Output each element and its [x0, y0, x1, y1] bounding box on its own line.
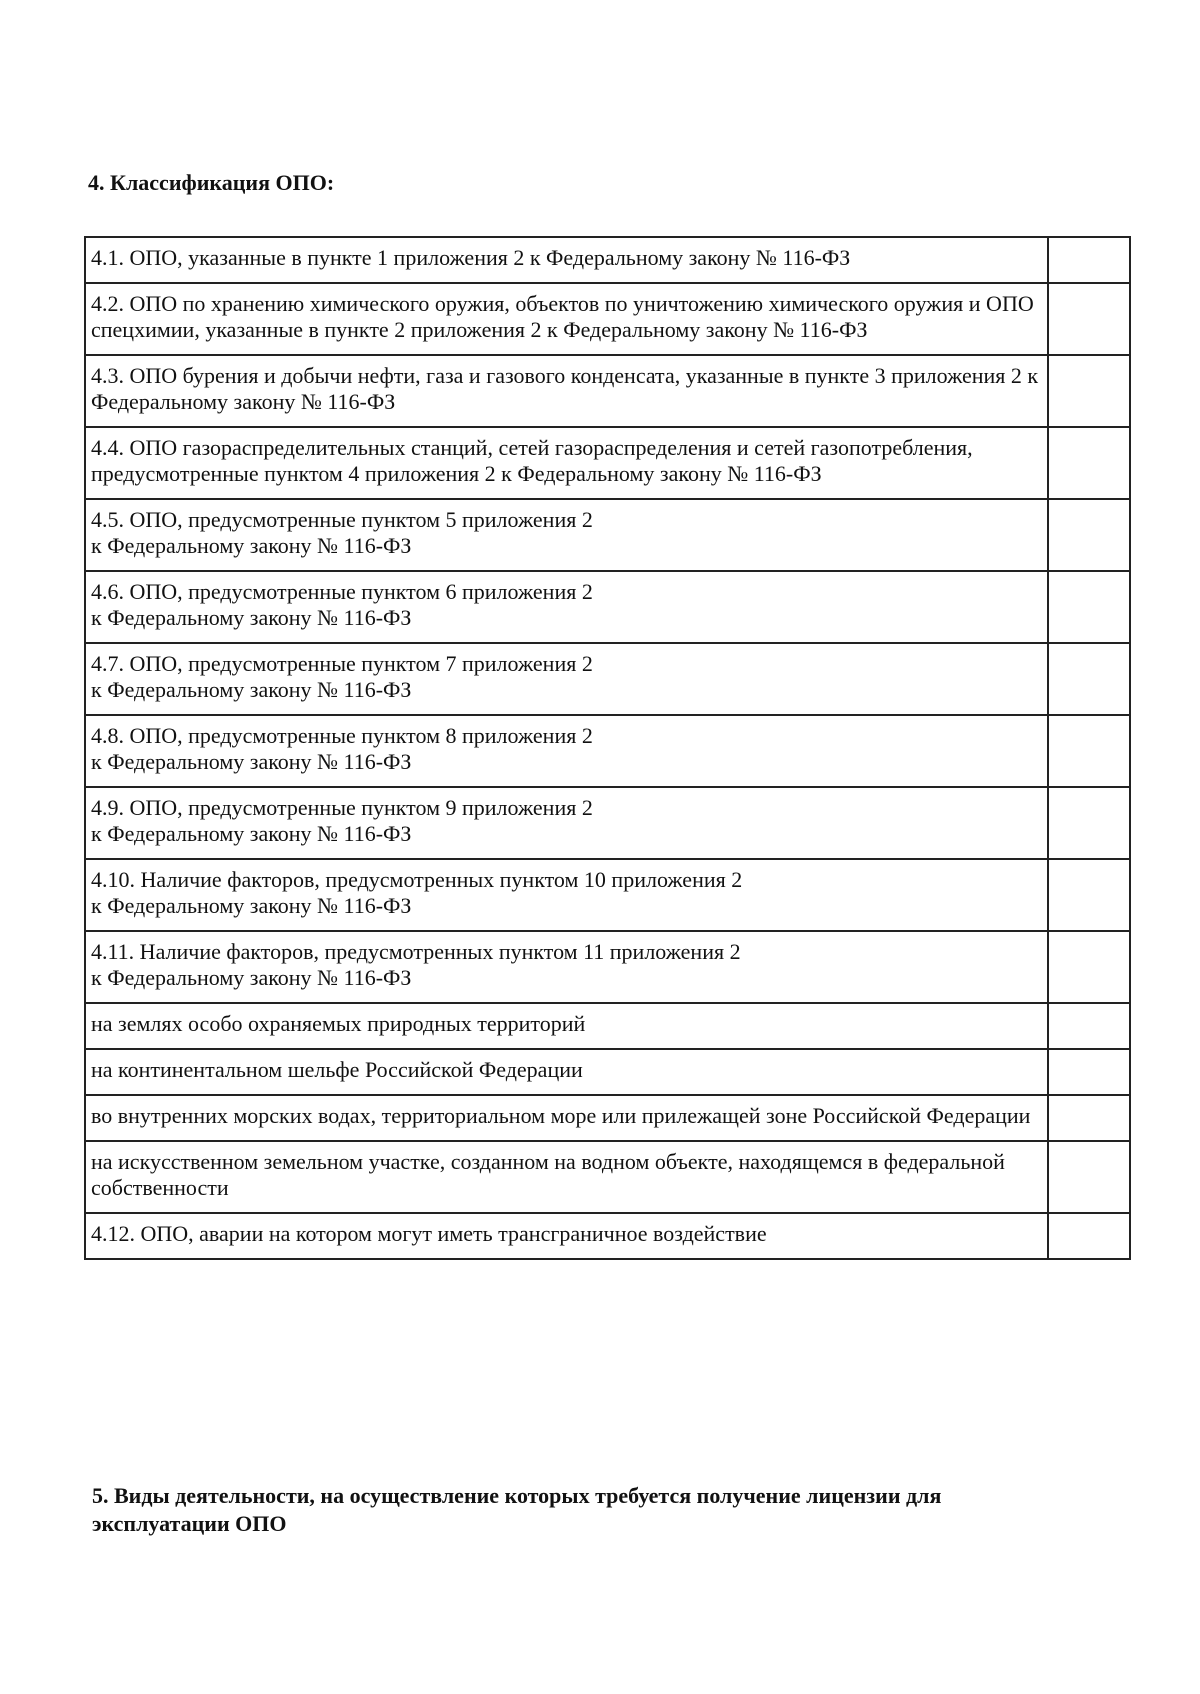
classification-table	[84, 236, 1131, 1260]
row-check-cell	[1048, 1049, 1130, 1095]
section-5-heading: 5. Виды деятельности, на осуществление которых требуется получение лицензии для эксплуатации ОПО	[92, 1483, 942, 1536]
row-description: 4.3. ОПО бурения и добычи нефти, газа и газового конденсата, указанные в пункте 3 приложения 2 к Федеральному закону № 116-ФЗ	[85, 355, 1048, 427]
row-description: 4.12. ОПО, аварии на котором могут иметь трансграничное воздействие	[85, 1213, 1048, 1259]
section-4-heading: 4. Классификация ОПО:	[88, 170, 335, 195]
row-check-cell	[1048, 787, 1130, 859]
table-row	[85, 715, 1130, 787]
row-check-cell	[1048, 499, 1130, 571]
row-description: 4.6. ОПО, предусмотренные пунктом 6 приложения 2 к Федеральному закону № 116-ФЗ	[85, 571, 1048, 643]
table-row	[85, 1003, 1130, 1049]
row-description: 4.2. ОПО по хранению химического оружия, объектов по уничтожению химического оружия и ОПО спецхимии, указанные в пункте 2 приложения 2 к Федеральному закону № 116-ФЗ	[85, 283, 1048, 355]
row-check-cell	[1048, 355, 1130, 427]
table-row	[85, 1141, 1130, 1213]
row-check-cell	[1048, 237, 1130, 283]
row-check-cell	[1048, 1141, 1130, 1213]
row-check-cell	[1048, 571, 1130, 643]
row-description: 4.9. ОПО, предусмотренные пунктом 9 приложения 2 к Федеральному закону № 116-ФЗ	[85, 787, 1048, 859]
row-description: на искусственном земельном участке, созданном на водном объекте, находящемся в федеральной собственности	[85, 1141, 1048, 1213]
table-row	[85, 1213, 1130, 1259]
row-check-cell	[1048, 715, 1130, 787]
row-check-cell	[1048, 931, 1130, 1003]
row-check-cell	[1048, 859, 1130, 931]
table-row	[85, 237, 1130, 283]
row-description: на землях особо охраняемых природных территорий	[85, 1003, 1048, 1049]
row-check-cell	[1048, 1003, 1130, 1049]
table-row	[85, 427, 1130, 499]
table-row	[85, 1095, 1130, 1141]
row-description: 4.7. ОПО, предусмотренные пунктом 7 приложения 2 к Федеральному закону № 116-ФЗ	[85, 643, 1048, 715]
row-check-cell	[1048, 283, 1130, 355]
row-description: на континентальном шельфе Российской Федерации	[85, 1049, 1048, 1095]
table-row	[85, 931, 1130, 1003]
table-row	[85, 859, 1130, 931]
row-description: 4.4. ОПО газораспределительных станций, сетей газораспределения и сетей газопотребления, предусмотренные пунктом 4 приложения 2 к Федеральному закону № 116-ФЗ	[85, 427, 1048, 499]
table-row	[85, 499, 1130, 571]
row-check-cell	[1048, 427, 1130, 499]
table-row	[85, 643, 1130, 715]
table-row	[85, 355, 1130, 427]
row-description: 4.1. ОПО, указанные в пункте 1 приложения 2 к Федеральному закону № 116-ФЗ	[85, 237, 1048, 283]
table-row	[85, 1049, 1130, 1095]
row-description: во внутренних морских водах, территориальном море или прилежащей зоне Российской Федерации	[85, 1095, 1048, 1141]
table-row	[85, 283, 1130, 355]
row-check-cell	[1048, 1095, 1130, 1141]
row-description: 4.10. Наличие факторов, предусмотренных пунктом 10 приложения 2 к Федеральному закону № 116-ФЗ	[85, 859, 1048, 931]
row-check-cell	[1048, 643, 1130, 715]
row-description: 4.5. ОПО, предусмотренные пунктом 5 приложения 2 к Федеральному закону № 116-ФЗ	[85, 499, 1048, 571]
row-description: 4.11. Наличие факторов, предусмотренных пунктом 11 приложения 2 к Федеральному закону № 116-ФЗ	[85, 931, 1048, 1003]
table-row	[85, 787, 1130, 859]
table-row	[85, 571, 1130, 643]
row-check-cell	[1048, 1213, 1130, 1259]
row-description: 4.8. ОПО, предусмотренные пунктом 8 приложения 2 к Федеральному закону № 116-ФЗ	[85, 715, 1048, 787]
